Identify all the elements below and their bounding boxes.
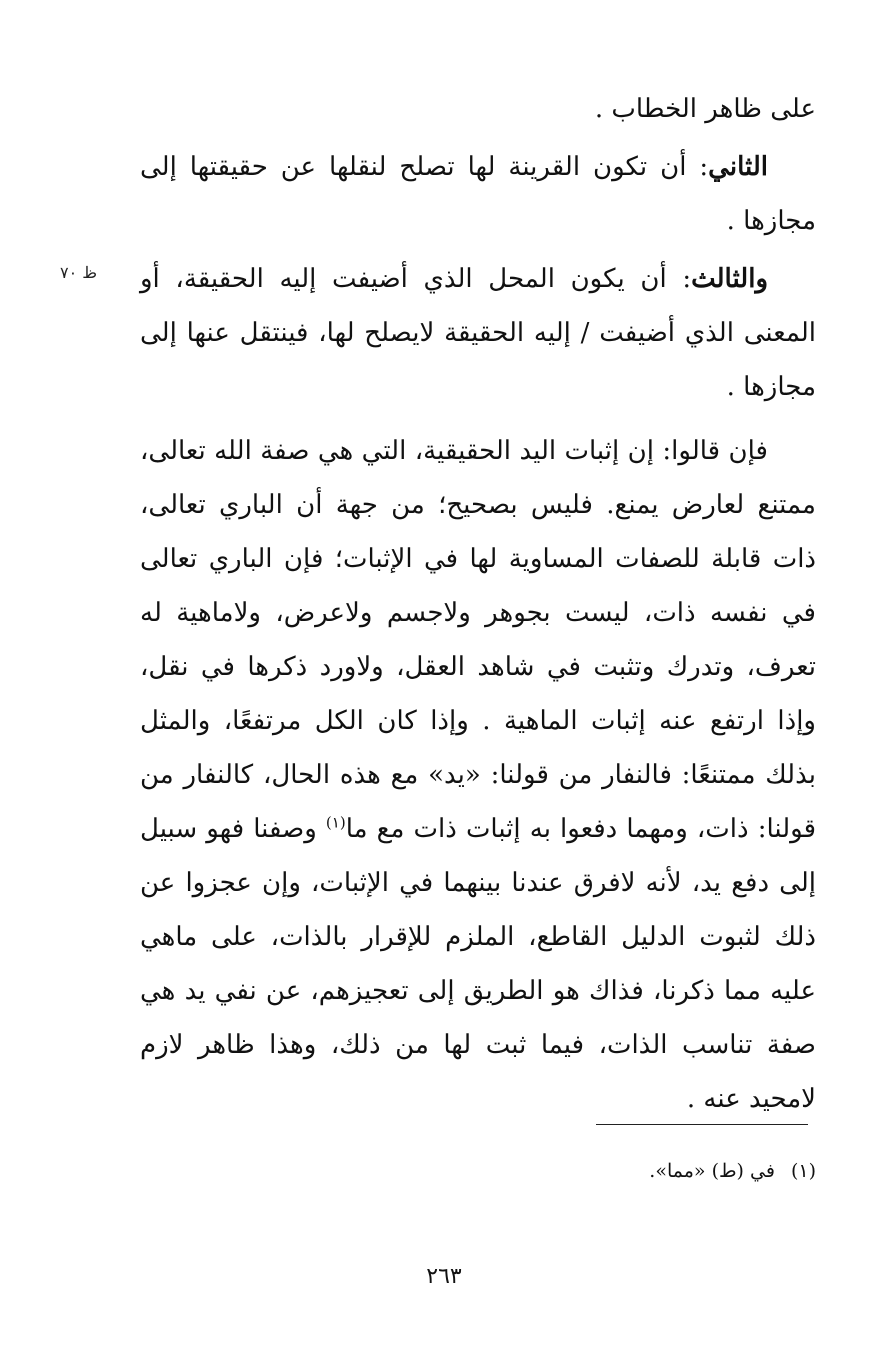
- paragraph-third: [140, 252, 816, 414]
- main-text-block: [140, 82, 816, 1126]
- paragraph-text: : أن تكون القرينة لها تصلح لنقلها عن حقيقتها إلى مجازها .: [140, 152, 816, 236]
- manuscript-folio-marker: ظ ٧٠: [60, 263, 98, 282]
- paragraph-text: فإن قالوا: إن إثبات اليد الحقيقية، التي هي صفة الله تعالى، ممتنع لعارض يمنع. فليس بصحيح؛ من جهة أن الباري تعالى، ذات قابلة للصفات المساوية لها في الإثبات؛ فإن الباري تعالى في نفسه ذات، ليست بجوهر ولاجسم ولاعرض، ولاماهية له تعرف، وتدرك وتثبت في شاهد العقل، ولاورد ذكرها في نقل، وإذا ارتفع عنه إثبات الماهية . وإذا كان الكل مرتفعًا، والمثل بذلك ممتنعًا: فالنفار من قولنا: «يد» مع هذه الحال، كالنفار من قولنا: ذات، ومهما دفعوا به إثبات ذات مع ما: [140, 436, 817, 844]
- paragraph-lead-word: والثالث: [691, 264, 768, 294]
- paragraph-second: [140, 140, 816, 248]
- paragraph-text: : أن يكون المحل الذي أضيفت إليه الحقيقة، أو المعنى الذي أضيفت / إليه الحقيقة لايصلح لها، فينتقل عنها إلى مجازها .: [140, 264, 816, 402]
- paragraph-lead-word: الثاني: [708, 152, 768, 182]
- paragraph-text: على ظاهر الخطاب .: [594, 94, 816, 124]
- footnote-divider: [596, 1124, 808, 1125]
- footnote: [140, 1156, 816, 1186]
- footnote-reference[interactable]: (١): [325, 813, 346, 832]
- footnote-number: (١): [790, 1160, 816, 1182]
- paragraph-text: وصفنا فهو سبيل إلى دفع يد، لأنه لافرق عندنا بينهما في الإثبات، وإن عجزوا عن ذلك لثبوت الدليل القاطع، الملزم للإقرار بالذات، على ماهي عليه مما ذكرنا، فذاك هو الطريق إلى تعجيزهم، عن نفي يد هي صفة تناسب الذات، فيما ثبت لها من ذلك، وهذا ظاهر لازم لامحيد عنه .: [140, 814, 817, 1114]
- page-number: ٢٦٣: [426, 1264, 462, 1289]
- paragraph-continuation: [140, 82, 816, 136]
- footnote-text: في (ط) «مما».: [649, 1160, 775, 1182]
- paragraph-main-argument: [140, 424, 816, 1126]
